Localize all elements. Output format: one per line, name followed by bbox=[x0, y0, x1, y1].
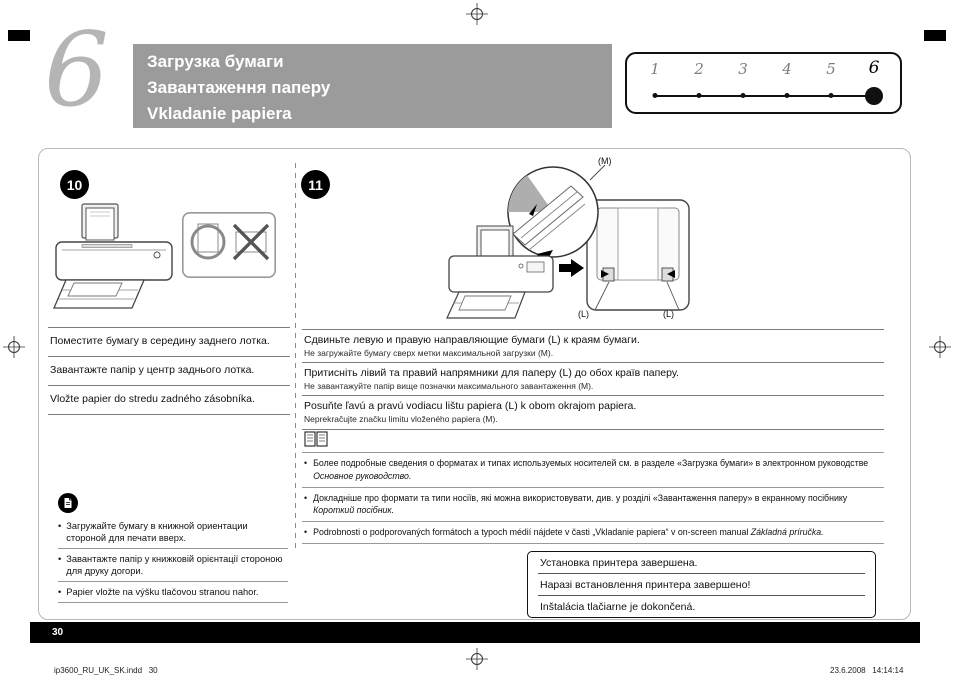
chapter-number: 6 bbox=[44, 11, 109, 130]
left-instruction-list bbox=[48, 327, 290, 415]
bullet: • bbox=[304, 527, 308, 537]
left-notes-list bbox=[58, 516, 288, 603]
complete-text-uk: Наразі встановлення принтера завершено! bbox=[538, 574, 865, 596]
progress-step-5: 5 bbox=[826, 60, 836, 78]
footer-bar bbox=[30, 622, 920, 643]
note-item bbox=[58, 516, 288, 549]
setup-complete-box bbox=[527, 551, 876, 618]
bullet: • bbox=[304, 458, 308, 468]
instruction-uk: Завантажте папір у центр заднього лотка. bbox=[48, 356, 290, 385]
reference-body: Podrobnosti o podporovaných formátoch a typoch médií nájdete v časti „Vkladanie papiera“ v on-screen manual bbox=[313, 527, 751, 537]
footer-filename: ip3600_RU_UK_SK.indd 30 bbox=[54, 666, 158, 675]
progress-dot-4 bbox=[785, 93, 790, 98]
progress-dot-3 bbox=[741, 93, 746, 98]
page-title-uk: Завантаження паперу bbox=[147, 78, 331, 97]
progress-step-2: 2 bbox=[694, 60, 704, 78]
registration-mark-left bbox=[3, 336, 25, 358]
instruction-sk: Vložte papier do stredu zadného zásobníka. bbox=[48, 385, 290, 415]
manual-reference-list bbox=[302, 452, 884, 544]
bullet: • bbox=[58, 587, 62, 598]
instruction-block-sk bbox=[302, 395, 884, 429]
progress-track bbox=[655, 95, 874, 97]
registration-mark-bottom bbox=[466, 648, 488, 670]
correct-incorrect-orientation-icon bbox=[182, 212, 276, 278]
complete-text-ru: Установка принтера завершена. bbox=[538, 552, 865, 574]
instruction-ru: Поместите бумагу в середину заднего лотка. bbox=[48, 327, 290, 356]
complete-text-sk: Inštalácia tlačiarne je dokončená. bbox=[540, 601, 696, 613]
reference-manual-name: Короткий посібник. bbox=[313, 505, 395, 516]
instruction-main-sk: Posuňte ľavú a pravú vodiacu lištu papiera (L) k obom okrajom papiera. bbox=[304, 400, 637, 413]
note-text-sk: Papier vložte na výšku tlačovou stranou nahor. bbox=[66, 587, 259, 598]
label-max-load-mark: (M) bbox=[598, 156, 612, 166]
note-item bbox=[58, 549, 288, 582]
print-color-bar-right bbox=[924, 30, 946, 41]
step-badge-10: 10 bbox=[60, 170, 89, 199]
page-title-sk: Vkladanie papiera bbox=[147, 104, 292, 123]
instruction-sub-uk: Не завантажуйте папір вище позначки максимального завантаження (M). bbox=[304, 381, 594, 392]
note-icon bbox=[58, 493, 78, 513]
note-item bbox=[58, 582, 288, 603]
label-paper-guide-left: (L) bbox=[578, 309, 589, 319]
registration-mark-right bbox=[929, 336, 951, 358]
progress-step-3: 3 bbox=[738, 60, 748, 78]
title-bar bbox=[133, 44, 612, 128]
reference-item bbox=[302, 522, 884, 544]
step-badge-11: 11 bbox=[301, 170, 330, 199]
reference-text-ru bbox=[313, 457, 882, 483]
instruction-block-uk bbox=[302, 362, 884, 395]
progress-step-1: 1 bbox=[650, 60, 660, 78]
reference-body: Докладніше про формати та типи носіїв, які можна використовувати, див. у розділі «Завантаження паперу» в екранному посібнику bbox=[313, 492, 848, 503]
note-text-uk: Завантажте папір у книжковій орієнтації стороною для друку догори. bbox=[66, 554, 283, 577]
instruction-sub-ru: Не загружайте бумагу сверх метки максимальной загрузки (M). bbox=[304, 348, 554, 359]
column-divider bbox=[295, 163, 296, 549]
reference-manual-name: Základná príručka. bbox=[750, 527, 824, 537]
instruction-main-uk: Притисніть лівий та правий напрямники для паперу (L) до обох країв паперу. bbox=[304, 367, 679, 380]
progress-dot-5 bbox=[829, 93, 834, 98]
bullet: • bbox=[304, 492, 308, 503]
instruction-block-ru bbox=[302, 329, 884, 362]
progress-dot-1 bbox=[653, 93, 658, 98]
bullet: • bbox=[58, 554, 62, 565]
page-title-ru: Загрузка бумаги bbox=[147, 52, 284, 71]
bullet: • bbox=[58, 521, 62, 531]
page-number: 30 bbox=[52, 627, 64, 638]
label-paper-guide-right: (L) bbox=[663, 309, 674, 319]
reference-body: Более подробные сведения о форматах и типах используемых носителей см. в разделе «Загрузка бумаги» в электронном руководстве bbox=[313, 458, 869, 468]
printer-load-paper-illustration bbox=[52, 202, 180, 320]
reference-item bbox=[302, 453, 884, 488]
instruction-main-ru: Сдвиньте левую и правую направляющие бумаги (L) к краям бумаги. bbox=[304, 334, 640, 346]
instruction-sub-sk: Neprekračujte značku limitu vloženého papiera (M). bbox=[304, 414, 498, 425]
setup-progress-indicator bbox=[625, 52, 902, 114]
note-text-ru: Загружайте бумагу в книжной ориентации стороной для печати вверх. bbox=[66, 521, 248, 544]
manual-reference-icon bbox=[304, 431, 328, 448]
reference-manual-name: Основное руководство. bbox=[313, 470, 412, 481]
registration-mark-top bbox=[466, 3, 488, 25]
reference-text-uk bbox=[313, 492, 882, 518]
footer-timestamp: 23.6.2008 14:14:14 bbox=[830, 666, 904, 675]
progress-dot-2 bbox=[697, 93, 702, 98]
print-color-bar-left bbox=[8, 30, 30, 41]
reference-text-sk bbox=[313, 526, 824, 539]
progress-dot-6-active bbox=[865, 87, 883, 105]
paper-guide-adjust-illustration bbox=[425, 150, 705, 328]
progress-step-6-active: 6 bbox=[868, 58, 880, 78]
progress-step-4: 4 bbox=[782, 60, 792, 78]
right-instruction-list bbox=[302, 329, 884, 430]
reference-item bbox=[302, 488, 884, 523]
